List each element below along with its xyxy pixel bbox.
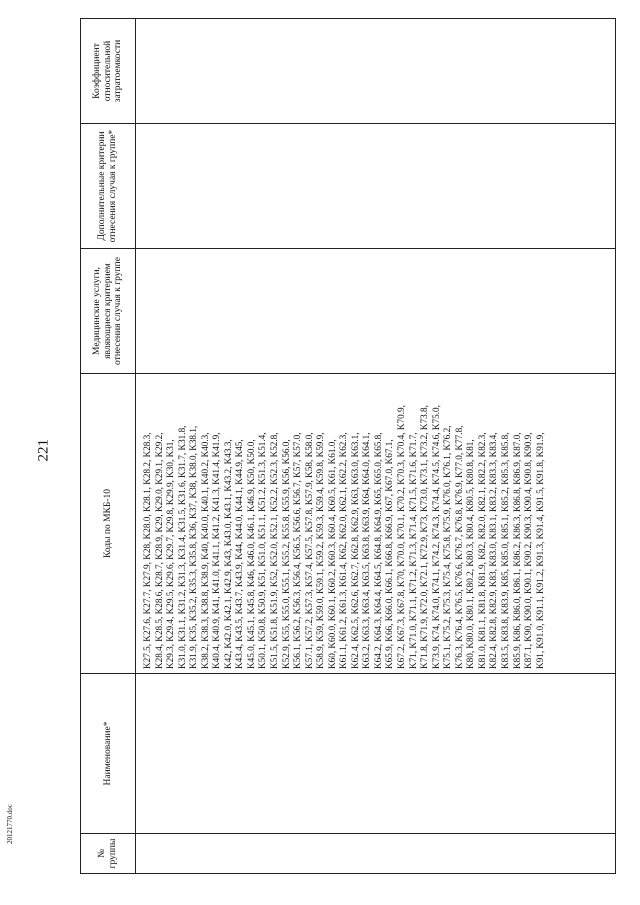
icd-code-line: K71, K71.0, K71.1, K71.2, K71.3, K71.4, K71.5, K71.6, K71.7, [407, 432, 418, 669]
rotated-table-container [80, 19, 616, 874]
icd-code-line: K51.5, K51.8, K51.9, K52, K52.0, K52.1, K52.2, K52.3, K52.8, [269, 432, 280, 669]
icd-code-line: K75.1, K75.2, K75.3, K75.4, K75.8, K75.9, K76.0, K76.1, K76.2, [442, 425, 453, 669]
header-icd-codes: Коды по МКБ-10 [81, 374, 136, 674]
icd-code-line: K43.4, K43.5, K43.7, K43.9, K44, K44.0, K44.1, K44.9, K45, [234, 439, 245, 669]
icd-code-line: K85.9, K86, K86.0, K86.1, K86.2, K86.3, K86.8, K86.9, K87.0, [511, 432, 522, 669]
icd-code-line: K60, K60.0, K60.1, K60.2, K60.3, K60.4, K60.5, K61, K61.0, [326, 439, 337, 669]
groups-table [80, 18, 616, 874]
icd-code-line: K31.9, K35, K35.2, K35.3, K35.8, K36, K37, K38, K38.0, K38.1, [188, 425, 199, 669]
icd-code-line: K80, K80.0, K80.1, K80.2, K80.3, K80.4, K80.5, K80.8, K81, [465, 439, 476, 669]
icd-code-line: K56.1, K56.2, K56.3, K56.4, K56.5, K56.6, K56.7, K57, K57.0, [292, 432, 303, 669]
icd-code-line: K67.2, K67.3, K67.8, K70, K70.0, K70.1, K70.2, K70.3, K70.4, K70.9, [396, 405, 407, 669]
table-row [136, 19, 616, 874]
icd-code-line: K83.5, K83.8, K83.9, K85, K85.0, K85.1, K85.2, K85.3, K85.8, [499, 432, 510, 669]
icd-code-line: K65.9, K66, K66.0, K66.1, K66.8, K66.9, K67, K67.0, K67.1, [384, 439, 395, 669]
header-name: Наименование* [81, 674, 136, 834]
icd-code-line: K50.1, K50.8, K50.9, K51, K51.0, K51.1, K51.2, K51.3, K51.4, [257, 432, 268, 669]
icd-code-line: K71.8, K71.9, K72.0, K72.1, K72.9, K73, K73.0, K73.1, K73.2, K73.8, [419, 405, 430, 669]
cell-cost-coefficient [136, 19, 616, 124]
icd-code-line: K91, K91.0, K91.1, K91.2, K91.3, K91.4, K91.5, K91.8, K91.9, [534, 432, 545, 669]
icd-code-line: K73.9, K74, K74.0, K74.1, K74.2, K74.3, K74.4, K74.5, K74.6, K75.0, [430, 405, 441, 669]
header-cost-coefficient: Коэффициент относительной затратоемкости [81, 19, 136, 124]
icd-code-line: K42, K42.0, K42.1, K42.9, K43, K43.0, K43.1, K43.2, K43.3, [222, 439, 233, 669]
icd-code-line: K81.0, K81.1, K81.8, K81.9, K82, K82.0, K82.1, K82.2, K82.3, [476, 432, 487, 669]
icd-code-line: K62.4, K62.5, K62.6, K62.7, K62.8, K62.9, K63, K63.0, K63.1, [349, 432, 360, 669]
cell-icd-codes [136, 374, 616, 674]
icd-code-line: K87.1, K90, K90.0, K90.1, K90.2, K90.3, K90.4, K90.8, K90.9, [523, 432, 534, 669]
cell-group-number [136, 834, 616, 874]
cell-additional-criteria [136, 124, 616, 249]
header-medical-services: Медицинские услуги, являющиеся критерием отнесения случая к группе [81, 249, 136, 374]
icd-code-line: K27.5, K27.6, K27.7, K27.9, K28, K28.0, K28.1, K28.2, K28.3, [142, 432, 152, 669]
header-additional-criteria: Дополнительные критерии отнесения случая к группе* [81, 124, 136, 249]
icd-code-line: K45.0, K45.1, K45.8, K46, K46.0, K46.1, K46.9, K50, K50.0, [245, 439, 256, 669]
icd-code-line: K38.2, K38.3, K38.8, K38.9, K40, K40.0, K40.1, K40.2, K40.3, [199, 432, 210, 669]
table-header-row [81, 19, 136, 874]
icd-code-line: K61.1, K61.2, K61.3, K61.4, K62, K62.0, K62.1, K62.2, K62.3, [338, 432, 349, 669]
icd-code-line: K82.4, K82.8, K82.9, K83, K83.0, K83.1, K83.2, K83.3, K83.4, [488, 432, 499, 669]
icd-code-line: K40.4, K40.9, K41, K41.0, K41.1, K41.2, K41.3, K41.4, K41.9, [211, 432, 222, 669]
icd-code-line: K57.1, K57.2, K57.3, K57.4, K57.5, K57.8, K57.9, K58, K58.0, [303, 432, 314, 669]
icd-code-line: K52.9, K55, K55.0, K55.1, K55.2, K55.8, K55.9, K56, K56.0, [280, 439, 291, 669]
icd-code-line: K63.2, K63.3, K63.4, K63.5, K63.8, K63.9, K64, K64.0, K64.1, [361, 432, 372, 669]
icd-code-line: K28.4, K28.5, K28.6, K28.7, K28.9, K29, K29.0, K29.1, K29.2, [153, 432, 164, 669]
icd-code-line: K76.3, K76.4, K76.5, K76.6, K76.7, K76.8, K76.9, K77.0, K77.8, [453, 425, 464, 669]
icd-code-line: K58.9, K59, K59.0, K59.1, K59.2, K59.3, K59.4, K59.8, K59.9, [315, 432, 326, 669]
cell-medical-services [136, 249, 616, 374]
icd-code-line: K64.2, K64.3, K64.4, K64.5, K64.8, K64.9, K65, K65.0, K65.8, [372, 432, 383, 669]
icd-code-line: K31.0, K31.1, K31.2, K31.3, K31.4, K31.5, K31.6, K31.7, K31.8, [176, 425, 187, 669]
icd-code-line: K29.3, K29.4, K29.5, K29.6, K29.7, K29.8, K29.9, K30, K31, [165, 439, 176, 669]
page-number: 221 [35, 439, 52, 462]
document-filename: 20121770.doc [6, 804, 14, 844]
header-group-number: № группы [81, 834, 136, 874]
cell-name [136, 674, 616, 834]
